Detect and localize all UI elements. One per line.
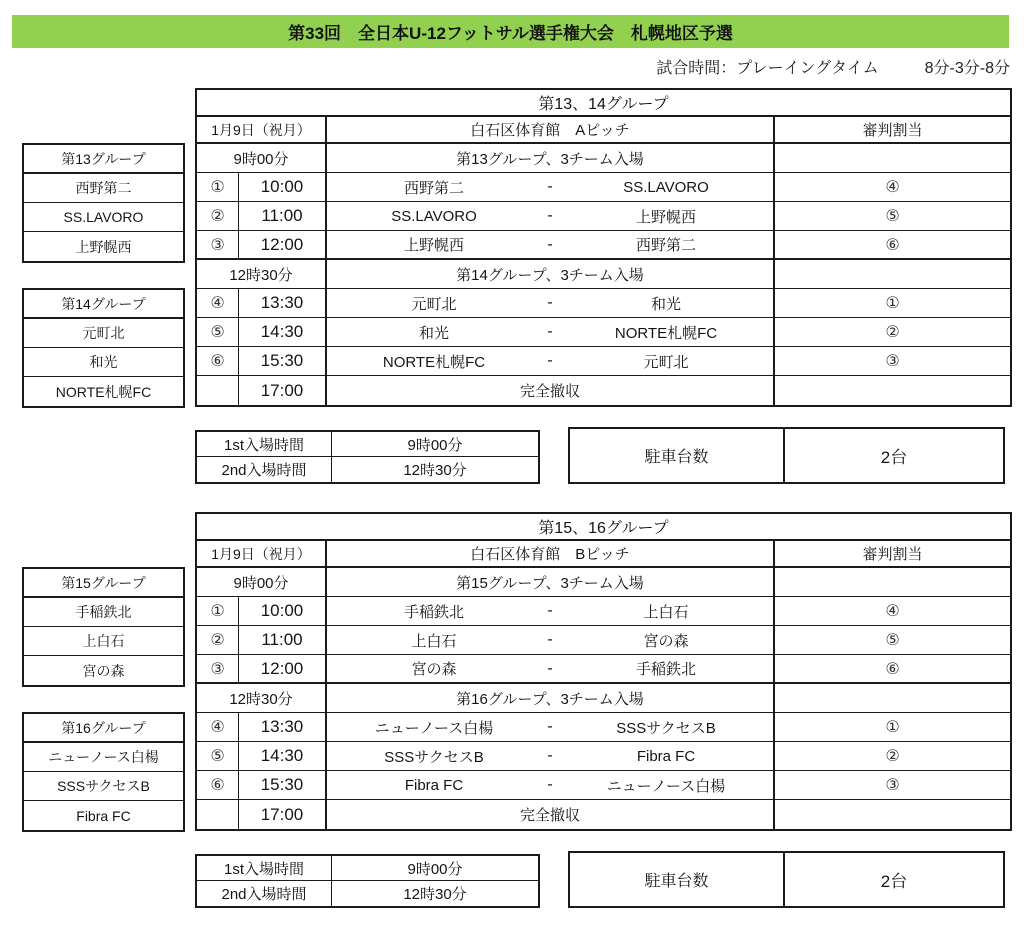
- tournament-title: 第33回 全日本U-12フットサル選手権大会 札幌地区予選: [288, 24, 733, 43]
- home-team: 西野第二: [403, 179, 464, 197]
- match-number: ②: [197, 626, 239, 655]
- team-name: 元町北: [24, 319, 183, 348]
- referee-cell-empty: [775, 144, 1010, 173]
- team-name: ニューノース白楊: [24, 743, 183, 772]
- home-team: 宮の森: [411, 661, 457, 678]
- vs-dash: -: [547, 718, 553, 735]
- kickoff-time: 12:00: [239, 231, 327, 260]
- team-name: 和光: [24, 348, 183, 377]
- match-cell: [327, 231, 775, 260]
- away-team: 元町北: [643, 353, 689, 371]
- vs-dash: -: [547, 776, 553, 793]
- vs-dash: -: [547, 294, 553, 311]
- match-number: ⑥: [197, 771, 239, 800]
- referee-cell-empty: [775, 376, 1010, 405]
- kickoff-time: 10:00: [239, 597, 327, 626]
- date-cell: 1月9日（祝月）: [197, 117, 327, 144]
- referee-assignment: ④: [775, 597, 1010, 626]
- kickoff-time: 11:00: [239, 202, 327, 231]
- kickoff-time: 10:00: [239, 173, 327, 202]
- parking-value: 2台: [880, 448, 908, 467]
- away-team: Fibra FC: [636, 747, 696, 765]
- referee-cell-empty: [775, 260, 1010, 289]
- parking-table: [568, 427, 1005, 484]
- home-team: SS.LAVORO: [391, 207, 477, 225]
- team-name: NORTE札幌FC: [55, 383, 152, 400]
- referee-cell-empty: [775, 800, 1010, 829]
- entry-info-value: 12時30分: [403, 462, 467, 479]
- group-16-roster-table: [22, 712, 185, 832]
- match-cell: [327, 289, 775, 318]
- kickoff-time: 11:00: [239, 626, 327, 655]
- number-cell-empty: [197, 800, 239, 829]
- entry-info-value: 9時00分: [332, 856, 538, 881]
- referee-assignment: ⑥: [775, 231, 1010, 260]
- match-cell: [327, 173, 775, 202]
- referee-assignment: ②: [775, 742, 1010, 771]
- home-team: 和光: [418, 324, 449, 342]
- referee-assignment: ⑤: [775, 626, 1010, 655]
- match-number: ①: [197, 597, 239, 626]
- venue-cell: 白石区体育館 Bピッチ: [327, 541, 775, 568]
- home-team: Fibra FC: [404, 776, 464, 794]
- entry-note: 第14グループ、3チーム入場: [327, 260, 775, 289]
- match-time-value: 8分-3分-8分: [924, 59, 1010, 77]
- away-team: SS.LAVORO: [623, 178, 709, 196]
- match-number: ④: [197, 289, 239, 318]
- team-name: Fibra FC: [76, 807, 131, 824]
- group-13-roster-table: [22, 143, 185, 263]
- table-title: 第15、16グループ: [197, 514, 1010, 541]
- parking-label: 駐車台数: [570, 853, 785, 906]
- kickoff-time: 12:00: [239, 655, 327, 684]
- away-team: 手稲鉄北: [635, 661, 696, 678]
- home-team: 上野幌西: [403, 237, 464, 254]
- team-name: 上野幌西: [75, 238, 132, 255]
- cleanup-label: 完全撤収: [327, 800, 775, 829]
- entry-note: 第16グループ、3チーム入場: [327, 684, 775, 713]
- home-team: NORTE札幌FC: [382, 353, 486, 371]
- group-name: 第15グループ: [24, 569, 183, 598]
- match-cell: [327, 742, 775, 771]
- entry-info-value: 9時00分: [332, 432, 538, 457]
- kickoff-time: 13:30: [239, 713, 327, 742]
- referee-assignment: ④: [775, 173, 1010, 202]
- away-team: ニューノース白楊: [606, 777, 726, 795]
- referee-column-header: 審判割当: [775, 541, 1010, 568]
- entry-info-label: 1st入場時間: [197, 432, 332, 457]
- referee-assignment: ③: [775, 771, 1010, 800]
- referee-assignment: ⑤: [775, 202, 1010, 231]
- cleanup-time: 17:00: [239, 376, 327, 405]
- match-number: ③: [197, 655, 239, 684]
- vs-dash: -: [547, 747, 553, 764]
- match-cell: [327, 597, 775, 626]
- kickoff-time: 13:30: [239, 289, 327, 318]
- referee-assignment: ③: [775, 347, 1010, 376]
- entry-info-label: 2nd入場時間: [197, 457, 332, 482]
- team-name: SSSサクセスB: [24, 772, 183, 801]
- vs-dash: -: [547, 352, 553, 369]
- group-name: 第14グループ: [24, 290, 183, 319]
- away-team: SSSサクセスB: [616, 719, 716, 737]
- home-team: 元町北: [411, 295, 457, 313]
- match-cell: [327, 347, 775, 376]
- team-name: 西野第二: [24, 174, 183, 203]
- match-cell: [327, 655, 775, 684]
- entry-time-info-table: [195, 430, 540, 484]
- entry-info-label: 2nd入場時間: [197, 881, 332, 906]
- entry-time: 9時00分: [197, 568, 327, 597]
- match-time-label: 試合時間：プレーイングタイム: [656, 59, 879, 77]
- referee-column-header: 審判割当: [775, 117, 1010, 144]
- team-name: 宮の森: [82, 662, 125, 679]
- match-cell: [327, 202, 775, 231]
- entry-note: 第15グループ、3チーム入場: [327, 568, 775, 597]
- schedule-table-13-14: [195, 88, 1012, 407]
- entry-time: 12時30分: [197, 260, 327, 289]
- entry-time: 12時30分: [197, 684, 327, 713]
- entry-time: 9時00分: [197, 144, 327, 173]
- schedule-table-15-16: [195, 512, 1012, 831]
- group-name: 第13グループ: [24, 145, 183, 174]
- match-number: ②: [197, 202, 239, 231]
- referee-assignment: ①: [775, 289, 1010, 318]
- match-cell: [327, 713, 775, 742]
- match-number: ⑥: [197, 347, 239, 376]
- team-name: 手稲鉄北: [24, 598, 183, 627]
- table-title: 第13、14グループ: [197, 90, 1010, 117]
- kickoff-time: 15:30: [239, 771, 327, 800]
- match-number: ⑤: [197, 318, 239, 347]
- match-number: ④: [197, 713, 239, 742]
- referee-cell-empty: [775, 568, 1010, 597]
- match-cell: [327, 771, 775, 800]
- parking-label: 駐車台数: [570, 429, 785, 482]
- away-team: 和光: [650, 295, 681, 313]
- home-team: ニューノース白楊: [374, 719, 494, 737]
- referee-assignment: ①: [775, 713, 1010, 742]
- vs-dash: -: [547, 631, 553, 648]
- vs-dash: -: [547, 235, 553, 253]
- entry-time-info-table: [195, 854, 540, 908]
- away-team: 宮の森: [643, 632, 689, 650]
- parking-value: 2台: [880, 872, 908, 891]
- away-team: 上白石: [643, 603, 689, 621]
- kickoff-time: 14:30: [239, 318, 327, 347]
- home-team: 上白石: [411, 632, 457, 650]
- entry-note: 第13グループ、3チーム入場: [327, 144, 775, 173]
- kickoff-time: 15:30: [239, 347, 327, 376]
- title-bar: [12, 15, 1009, 48]
- referee-assignment: ②: [775, 318, 1010, 347]
- vs-dash: -: [547, 178, 553, 195]
- team-name: SS.LAVORO: [24, 203, 183, 232]
- match-cell: [327, 318, 775, 347]
- match-number: ⑤: [197, 742, 239, 771]
- group-name: 第16グループ: [24, 714, 183, 743]
- number-cell-empty: [197, 376, 239, 405]
- match-number: ③: [197, 231, 239, 260]
- referee-assignment: ⑥: [775, 655, 1010, 684]
- away-team: 上野幌西: [635, 208, 696, 226]
- vs-dash: -: [547, 602, 553, 619]
- parking-table: [568, 851, 1005, 908]
- home-team: SSSサクセスB: [384, 748, 484, 766]
- team-name: 上白石: [24, 627, 183, 656]
- cleanup-time: 17:00: [239, 800, 327, 829]
- venue-cell: 白石区体育館 Aピッチ: [327, 117, 775, 144]
- date-cell: 1月9日（祝月）: [197, 541, 327, 568]
- entry-info-value: 12時30分: [403, 886, 467, 903]
- cleanup-label: 完全撤収: [327, 376, 775, 405]
- vs-dash: -: [547, 207, 553, 224]
- away-team: NORTE札幌FC: [614, 324, 718, 342]
- group-15-roster-table: [22, 567, 185, 687]
- match-number: ①: [197, 173, 239, 202]
- vs-dash: -: [547, 659, 553, 677]
- vs-dash: -: [547, 323, 553, 340]
- home-team: 手稲鉄北: [403, 603, 464, 621]
- match-cell: [327, 626, 775, 655]
- group-14-roster-table: [22, 288, 185, 408]
- entry-info-label: 1st入場時間: [197, 856, 332, 881]
- kickoff-time: 14:30: [239, 742, 327, 771]
- referee-cell-empty: [775, 684, 1010, 713]
- match-time-line: [656, 55, 1010, 77]
- away-team: 西野第二: [635, 237, 696, 254]
